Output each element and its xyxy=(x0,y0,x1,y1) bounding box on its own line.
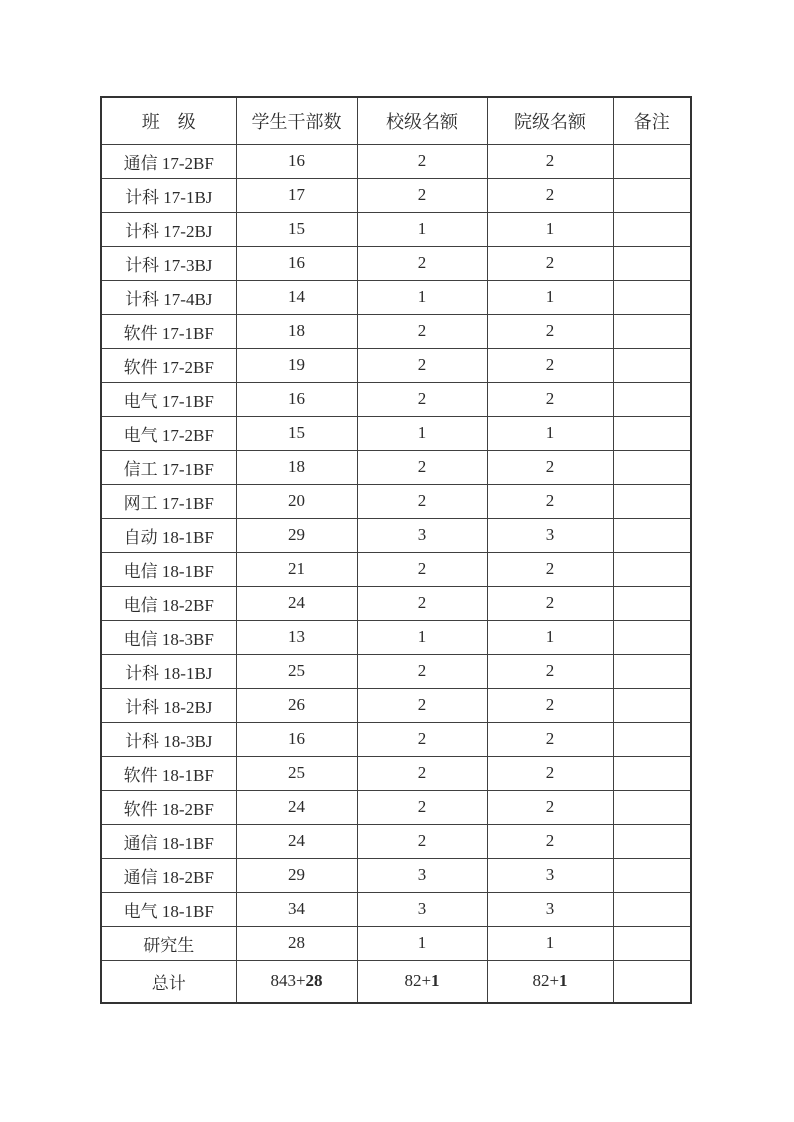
college-quota-cell: 2 xyxy=(487,824,613,858)
header-college-quota: 院级名额 xyxy=(487,97,613,144)
school-quota-cell: 2 xyxy=(357,756,487,790)
class-name-cell: 计科 18-3BJ xyxy=(101,722,236,756)
class-name-cell: 网工 17-1BF xyxy=(101,484,236,518)
note-cell xyxy=(613,688,691,722)
college-quota-cell: 2 xyxy=(487,722,613,756)
school-quota-cell: 1 xyxy=(357,416,487,450)
note-cell xyxy=(613,858,691,892)
college-quota-cell: 2 xyxy=(487,382,613,416)
cadre-count-cell: 15 xyxy=(236,416,357,450)
school-quota-cell: 2 xyxy=(357,722,487,756)
school-quota-cell: 1 xyxy=(357,212,487,246)
table-row xyxy=(101,518,691,552)
cadre-count-cell: 26 xyxy=(236,688,357,722)
cadre-count-cell: 19 xyxy=(236,348,357,382)
table-row xyxy=(101,280,691,314)
school-quota-cell: 2 xyxy=(357,348,487,382)
header-school-quota: 校级名额 xyxy=(357,97,487,144)
class-name-cell: 软件 17-2BF xyxy=(101,348,236,382)
class-name-cell: 信工 17-1BF xyxy=(101,450,236,484)
cadre-count-cell: 13 xyxy=(236,620,357,654)
table-row xyxy=(101,144,691,178)
cadre-count-cell: 17 xyxy=(236,178,357,212)
cadre-count-cell: 25 xyxy=(236,654,357,688)
school-quota-cell: 2 xyxy=(357,144,487,178)
school-quota-cell: 2 xyxy=(357,688,487,722)
school-quota-cell: 3 xyxy=(357,892,487,926)
cadre-count-cell: 21 xyxy=(236,552,357,586)
note-cell xyxy=(613,518,691,552)
note-cell xyxy=(613,620,691,654)
class-name-cell: 电信 18-2BF xyxy=(101,586,236,620)
note-cell xyxy=(613,552,691,586)
class-name-cell: 电气 17-1BF xyxy=(101,382,236,416)
class-name-cell: 软件 18-2BF xyxy=(101,790,236,824)
header-class: 班 级 xyxy=(101,97,236,144)
college-quota-cell: 3 xyxy=(487,858,613,892)
table-row xyxy=(101,416,691,450)
class-name-cell: 电气 17-2BF xyxy=(101,416,236,450)
table-row xyxy=(101,858,691,892)
college-quota-cell: 1 xyxy=(487,926,613,960)
class-name-cell: 自动 18-1BF xyxy=(101,518,236,552)
college-quota-cell: 1 xyxy=(487,212,613,246)
cadre-count-cell: 16 xyxy=(236,722,357,756)
note-cell xyxy=(613,484,691,518)
table-row xyxy=(101,654,691,688)
college-quota-cell: 2 xyxy=(487,348,613,382)
class-name-cell: 计科 17-2BJ xyxy=(101,212,236,246)
school-quota-cell: 1 xyxy=(357,620,487,654)
school-quota-cell: 2 xyxy=(357,824,487,858)
table-row xyxy=(101,348,691,382)
table-row xyxy=(101,620,691,654)
college-quota-cell: 2 xyxy=(487,246,613,280)
class-name-cell: 电信 18-3BF xyxy=(101,620,236,654)
class-name-cell: 软件 18-1BF xyxy=(101,756,236,790)
school-quota-cell: 2 xyxy=(357,246,487,280)
note-cell xyxy=(613,416,691,450)
class-name-cell: 通信 18-2BF xyxy=(101,858,236,892)
table-row xyxy=(101,892,691,926)
table-row xyxy=(101,552,691,586)
college-quota-cell: 2 xyxy=(487,552,613,586)
college-quota-cell: 3 xyxy=(487,892,613,926)
school-quota-cell: 2 xyxy=(357,178,487,212)
school-quota-cell: 2 xyxy=(357,484,487,518)
note-cell xyxy=(613,144,691,178)
cadre-count-cell: 24 xyxy=(236,790,357,824)
college-quota-cell: 3 xyxy=(487,518,613,552)
school-quota-cell: 1 xyxy=(357,926,487,960)
table-row xyxy=(101,688,691,722)
quota-table xyxy=(100,96,692,1004)
table-row xyxy=(101,450,691,484)
table-row xyxy=(101,246,691,280)
note-cell xyxy=(613,280,691,314)
total-school-bold: 1 xyxy=(431,971,440,991)
class-name-cell: 研究生 xyxy=(101,926,236,960)
class-name-cell: 计科 18-2BJ xyxy=(101,688,236,722)
cadre-count-cell: 25 xyxy=(236,756,357,790)
college-quota-cell: 2 xyxy=(487,144,613,178)
table-row xyxy=(101,756,691,790)
class-name-cell: 电信 18-1BF xyxy=(101,552,236,586)
cadre-count-cell: 34 xyxy=(236,892,357,926)
class-name-cell: 计科 17-4BJ xyxy=(101,280,236,314)
school-quota-cell: 2 xyxy=(357,382,487,416)
note-cell xyxy=(613,654,691,688)
header-row xyxy=(101,97,691,144)
note-cell xyxy=(613,450,691,484)
note-cell xyxy=(613,382,691,416)
college-quota-cell: 1 xyxy=(487,280,613,314)
school-quota-cell: 2 xyxy=(357,654,487,688)
college-quota-cell: 2 xyxy=(487,654,613,688)
note-cell xyxy=(613,926,691,960)
total-note-cell xyxy=(613,960,691,1003)
total-college-normal: 82+ xyxy=(532,971,560,991)
cadre-count-cell: 18 xyxy=(236,314,357,348)
table-row xyxy=(101,484,691,518)
note-cell xyxy=(613,212,691,246)
cadre-count-cell: 16 xyxy=(236,144,357,178)
college-quota-cell: 2 xyxy=(487,314,613,348)
table-row xyxy=(101,790,691,824)
school-quota-cell: 2 xyxy=(357,450,487,484)
college-quota-cell: 1 xyxy=(487,620,613,654)
total-school-quota-cell xyxy=(357,960,487,1003)
cadre-count-cell: 16 xyxy=(236,382,357,416)
class-name-cell: 电气 18-1BF xyxy=(101,892,236,926)
table-row xyxy=(101,722,691,756)
header-note: 备注 xyxy=(613,97,691,144)
header-cadre-count: 学生干部数 xyxy=(236,97,357,144)
school-quota-cell: 2 xyxy=(357,314,487,348)
total-college-bold: 1 xyxy=(559,971,568,991)
college-quota-cell: 2 xyxy=(487,756,613,790)
note-cell xyxy=(613,246,691,280)
college-quota-cell: 2 xyxy=(487,586,613,620)
college-quota-cell: 2 xyxy=(487,688,613,722)
class-name-cell: 通信 18-1BF xyxy=(101,824,236,858)
table-row xyxy=(101,824,691,858)
note-cell xyxy=(613,892,691,926)
cadre-count-cell: 28 xyxy=(236,926,357,960)
class-name-cell: 计科 17-3BJ xyxy=(101,246,236,280)
college-quota-cell: 2 xyxy=(487,450,613,484)
note-cell xyxy=(613,824,691,858)
college-quota-cell: 2 xyxy=(487,484,613,518)
total-college-quota-cell xyxy=(487,960,613,1003)
cadre-count-cell: 24 xyxy=(236,824,357,858)
cadre-count-cell: 18 xyxy=(236,450,357,484)
cadre-count-cell: 15 xyxy=(236,212,357,246)
cadre-count-cell: 29 xyxy=(236,518,357,552)
cadre-count-cell: 29 xyxy=(236,858,357,892)
note-cell xyxy=(613,348,691,382)
table-body xyxy=(101,144,691,960)
table-row xyxy=(101,178,691,212)
school-quota-cell: 3 xyxy=(357,858,487,892)
school-quota-cell: 1 xyxy=(357,280,487,314)
total-cadre-count-cell xyxy=(236,960,357,1003)
class-name-cell: 软件 17-1BF xyxy=(101,314,236,348)
cadre-count-cell: 24 xyxy=(236,586,357,620)
note-cell xyxy=(613,790,691,824)
table-row xyxy=(101,586,691,620)
class-name-cell: 通信 17-2BF xyxy=(101,144,236,178)
cadre-count-cell: 14 xyxy=(236,280,357,314)
class-name-cell: 计科 18-1BJ xyxy=(101,654,236,688)
school-quota-cell: 3 xyxy=(357,518,487,552)
table-row xyxy=(101,382,691,416)
total-school-normal: 82+ xyxy=(404,971,432,991)
cadre-count-cell: 20 xyxy=(236,484,357,518)
table-row xyxy=(101,926,691,960)
table-row xyxy=(101,314,691,348)
school-quota-cell: 2 xyxy=(357,790,487,824)
college-quota-cell: 1 xyxy=(487,416,613,450)
class-name-cell: 计科 17-1BJ xyxy=(101,178,236,212)
college-quota-cell: 2 xyxy=(487,178,613,212)
total-cadres-normal: 843+ xyxy=(270,971,306,991)
note-cell xyxy=(613,756,691,790)
total-cadres-bold: 28 xyxy=(305,971,323,991)
cadre-count-cell: 16 xyxy=(236,246,357,280)
note-cell xyxy=(613,314,691,348)
total-row xyxy=(101,960,691,1003)
note-cell xyxy=(613,178,691,212)
total-label-cell: 总计 xyxy=(101,960,236,1003)
school-quota-cell: 2 xyxy=(357,552,487,586)
school-quota-cell: 2 xyxy=(357,586,487,620)
note-cell xyxy=(613,586,691,620)
note-cell xyxy=(613,722,691,756)
table-row xyxy=(101,212,691,246)
college-quota-cell: 2 xyxy=(487,790,613,824)
